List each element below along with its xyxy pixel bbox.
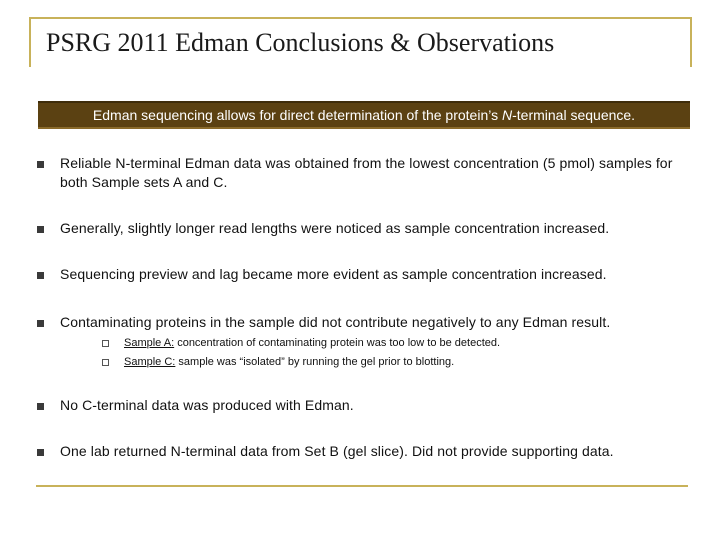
sub-bullet-text: concentration of contaminating protein was too low to be detected. xyxy=(174,337,501,349)
bullet-square-icon xyxy=(37,226,44,233)
summary-banner xyxy=(38,101,690,129)
sub-bullet-label: Sample A: xyxy=(124,337,175,349)
title-frame-left xyxy=(29,17,31,67)
banner-text-after: -terminal sequence. xyxy=(512,107,636,123)
sub-bullet-item xyxy=(124,336,500,350)
bullet-item: No C-terminal data was produced with Edman. xyxy=(60,397,354,413)
bullet-item: Reliable N-terminal Edman data was obtained from the lowest concentration (5 pmol) samples for both Sample sets A and C. xyxy=(60,155,673,190)
title-frame-right xyxy=(690,17,692,67)
banner-text-before: Edman sequencing allows for direct determination of the protein’s xyxy=(92,107,502,123)
bullet-square-icon xyxy=(37,320,44,327)
bullet-item: Generally, slightly longer read lengths were noticed as sample concentration increased. xyxy=(60,220,610,236)
bullet-square-icon xyxy=(37,449,44,456)
bullet-square-icon xyxy=(37,272,44,279)
sub-bullet-text: sample was “isolated” by running the gel prior to blotting. xyxy=(175,356,455,368)
sub-bullet-item xyxy=(124,355,454,369)
bullet-square-icon xyxy=(37,161,44,168)
slide-title: PSRG 2011 Edman Conclusions & Observations xyxy=(46,28,555,57)
bottom-rule xyxy=(36,485,688,487)
bullet-item: Contaminating proteins in the sample did not contribute negatively to any Edman result. xyxy=(60,314,611,330)
bullet-item: Sequencing preview and lag became more evident as sample concentration increased. xyxy=(60,266,607,282)
bullet-square-icon xyxy=(37,403,44,410)
sub-bullet-square-icon xyxy=(102,340,109,347)
sub-bullet-label: Sample C: xyxy=(124,356,176,368)
sub-bullet-square-icon xyxy=(102,359,109,366)
bullet-item: One lab returned N-terminal data from Set B (gel slice). Did not provide supporting data. xyxy=(60,443,614,459)
banner-text-italic: N xyxy=(502,107,513,123)
title-frame-top xyxy=(29,17,692,19)
